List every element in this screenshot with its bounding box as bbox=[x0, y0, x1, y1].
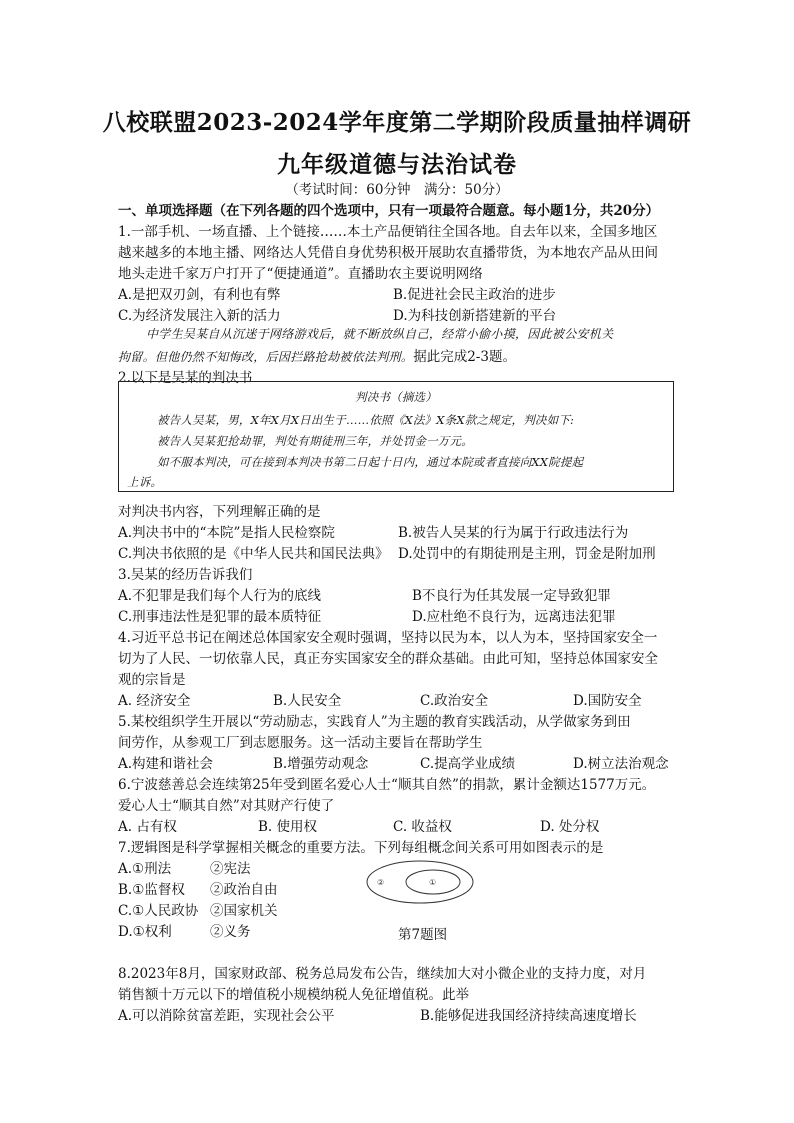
q3-option-a: A.不犯罪是我们每个人行为的底线 bbox=[118, 588, 322, 604]
q7-option-b-second: ②政治自由 bbox=[210, 882, 278, 898]
context-line1: 中学生吴某自从沉迷于网络游戏后，就不断放纵自己，经常小偷小摸，因此被公安机关 bbox=[146, 327, 614, 341]
q4-stem-line2: 切为了人民、一切依靠人民，真正夯实国家安全的群众基础。由此可知，坚持总体国家安全 bbox=[118, 651, 658, 667]
q2-prompt: 对判决书内容，下列理解正确的是 bbox=[118, 504, 321, 520]
q1-stem-line1: 1.一部手机、一场直播、上个链接……本土产品便销往全国各地。自去年以来，全国多地区 bbox=[118, 224, 658, 240]
q1-option-b: B.促进社会民主政治的进步 bbox=[393, 287, 556, 303]
q4-option-b: B.人民安全 bbox=[273, 693, 342, 709]
q3-option-b: B不良行为任其发展一定导致犯罪 bbox=[412, 588, 611, 604]
q3-option-d: D.应杜绝不良行为，远离违法犯罪 bbox=[412, 609, 616, 625]
q5-stem-line2: 间劳作，从参观工厂到志愿服务。这一活动主要旨在帮助学生 bbox=[118, 735, 483, 751]
q5-option-d: D.树立法治观念 bbox=[573, 756, 669, 772]
q8-option-a: A.可以消除贫富差距，实现社会公平 bbox=[118, 1008, 335, 1024]
verdict-line3: 如不服本判决，可在接到本判决书第二日起十日内，通过本院或者直接向XX院提起 bbox=[157, 455, 584, 469]
exam-title: 八校联盟2023-2024学年度第二学期阶段质量抽样调研 bbox=[102, 109, 692, 136]
context-line2-body: 拘留。但他仍然不知悔改，后因拦路抢劫被依法判刑。 bbox=[118, 350, 414, 364]
q7-option-a bbox=[118, 857, 251, 877]
q3-option-c: C.刑事违法性是犯罪的最本质特征 bbox=[118, 609, 322, 625]
q5-stem-line1: 5.某校组织学生开展以“劳动励志，实践育人”为主题的教育实践活动，从学做家务到田 bbox=[118, 714, 631, 730]
q7-option-a-first: A.①刑法 bbox=[118, 861, 172, 877]
q6-stem-line2: 爱心人士“顺其自然”对其财产行使了 bbox=[118, 798, 335, 814]
inner-label: ① bbox=[429, 878, 437, 887]
q1-stem-line2: 越来越多的本地主播、网络达人凭借自身优势积极开展助农直播带货，为本地农产品从田间 bbox=[118, 245, 658, 261]
q4-option-c: C.政治安全 bbox=[420, 693, 489, 709]
outer-label: ② bbox=[377, 878, 385, 887]
q4-stem-line3: 观的宗旨是 bbox=[118, 672, 186, 688]
q1-option-d: D.为科技创新搭建新的平台 bbox=[393, 308, 557, 324]
q7-option-a-second: ②宪法 bbox=[210, 861, 251, 877]
q7-option-c-second: ②国家机关 bbox=[210, 903, 278, 919]
q7-figure-caption: 第7题图 bbox=[398, 927, 448, 943]
q5-option-c: C.提高学业成绩 bbox=[420, 756, 516, 772]
verdict-box bbox=[118, 381, 674, 492]
verdict-line1: 被告人吴某，男，X年X月X日出生于……依照《X法》X条X款之规定，判决如下: bbox=[157, 413, 575, 427]
q7-option-c-first: C.①人民政协 bbox=[118, 903, 199, 919]
q7-option-c bbox=[118, 899, 278, 919]
exam-info: （考试时间：60分钟 满分：50分） bbox=[285, 182, 509, 198]
q2-option-d: D.处罚中的有期徒刑是主刑，罚金是附加刑 bbox=[398, 546, 656, 562]
q4-option-d: D.国防安全 bbox=[573, 693, 642, 709]
q6-option-c: C. 收益权 bbox=[393, 819, 452, 835]
q6-stem-line1: 6.宁波慈善总会连续第25年受到匿名爱心人士“顺其自然”的捐款，累计金额达1577万元。 bbox=[118, 777, 656, 793]
verdict-line4: 上诉。 bbox=[127, 475, 163, 489]
q1-stem-line3: 地头走进千家万户打开了“便捷通道”。直播助农主要说明网络 bbox=[118, 266, 483, 282]
q6-option-a: A. 占有权 bbox=[118, 819, 177, 835]
verdict-line2: 被告人吴某犯抢劫罪，判处有期徒刑三年，并处罚金一万元。 bbox=[157, 434, 473, 448]
q7-option-d-first: D.①权利 bbox=[118, 924, 172, 940]
context-line2-tail: 据此完成2-3题。 bbox=[413, 349, 516, 365]
q7-option-b-first: B.①监督权 bbox=[118, 882, 185, 898]
q8-stem-line1: 8.2023年8月，国家财政部、税务总局发布公告，继续加大对小微企业的支持力度，对月 bbox=[118, 966, 647, 982]
q7-logic-diagram bbox=[365, 858, 475, 906]
q6-option-d: D. 处分权 bbox=[540, 819, 600, 835]
q8-stem-line2: 销售额十万元以下的增值税小规模纳税人免征增值税。此举 bbox=[118, 987, 469, 1003]
q8-option-b: B.能够促进我国经济持续高速度增长 bbox=[420, 1008, 637, 1024]
q5-option-a: A.构建和谐社会 bbox=[118, 756, 214, 772]
q2-stem: 2.以下是吴某的判决书 bbox=[118, 370, 253, 386]
q2-option-b: B.被告人吴某的行为属于行政违法行为 bbox=[398, 525, 629, 541]
q7-option-d-second: ②义务 bbox=[210, 924, 251, 940]
q2-option-a: A.判决书中的“本院”是指人民检察院 bbox=[118, 525, 335, 541]
q2-option-c: C.判决书依照的是《中华人民共和国民法典》 bbox=[118, 546, 389, 562]
q5-option-b: B.增强劳动观念 bbox=[273, 756, 369, 772]
q1-option-c: C.为经济发展注入新的活力 bbox=[118, 308, 281, 324]
q7-option-d bbox=[118, 920, 251, 940]
q7-option-b bbox=[118, 878, 278, 898]
q4-option-a: A. 经济安全 bbox=[118, 693, 191, 709]
section-heading: 一、单项选择题（在下列各题的四个选项中，只有一项最符合题意。每小题1分，共20分） bbox=[118, 203, 660, 219]
q6-option-b: B. 使用权 bbox=[258, 819, 318, 835]
q1-option-a: A.是把双刃剑，有利也有弊 bbox=[118, 287, 281, 303]
q7-stem: 7.逻辑图是科学掌握相关概念的重要方法。下列每组概念间关系可用如图表示的是 bbox=[118, 840, 604, 856]
context-line2 bbox=[118, 345, 516, 365]
q3-stem: 3.吴某的经历告诉我们 bbox=[118, 567, 253, 583]
exam-subtitle: 九年级道德与法治试卷 bbox=[277, 151, 517, 178]
q4-stem-line1: 4.习近平总书记在阐述总体国家安全观时强调，坚持以民为本，以人为本，坚持国家安全一 bbox=[118, 630, 658, 646]
verdict-title: 判决书（摘选） bbox=[355, 390, 437, 404]
